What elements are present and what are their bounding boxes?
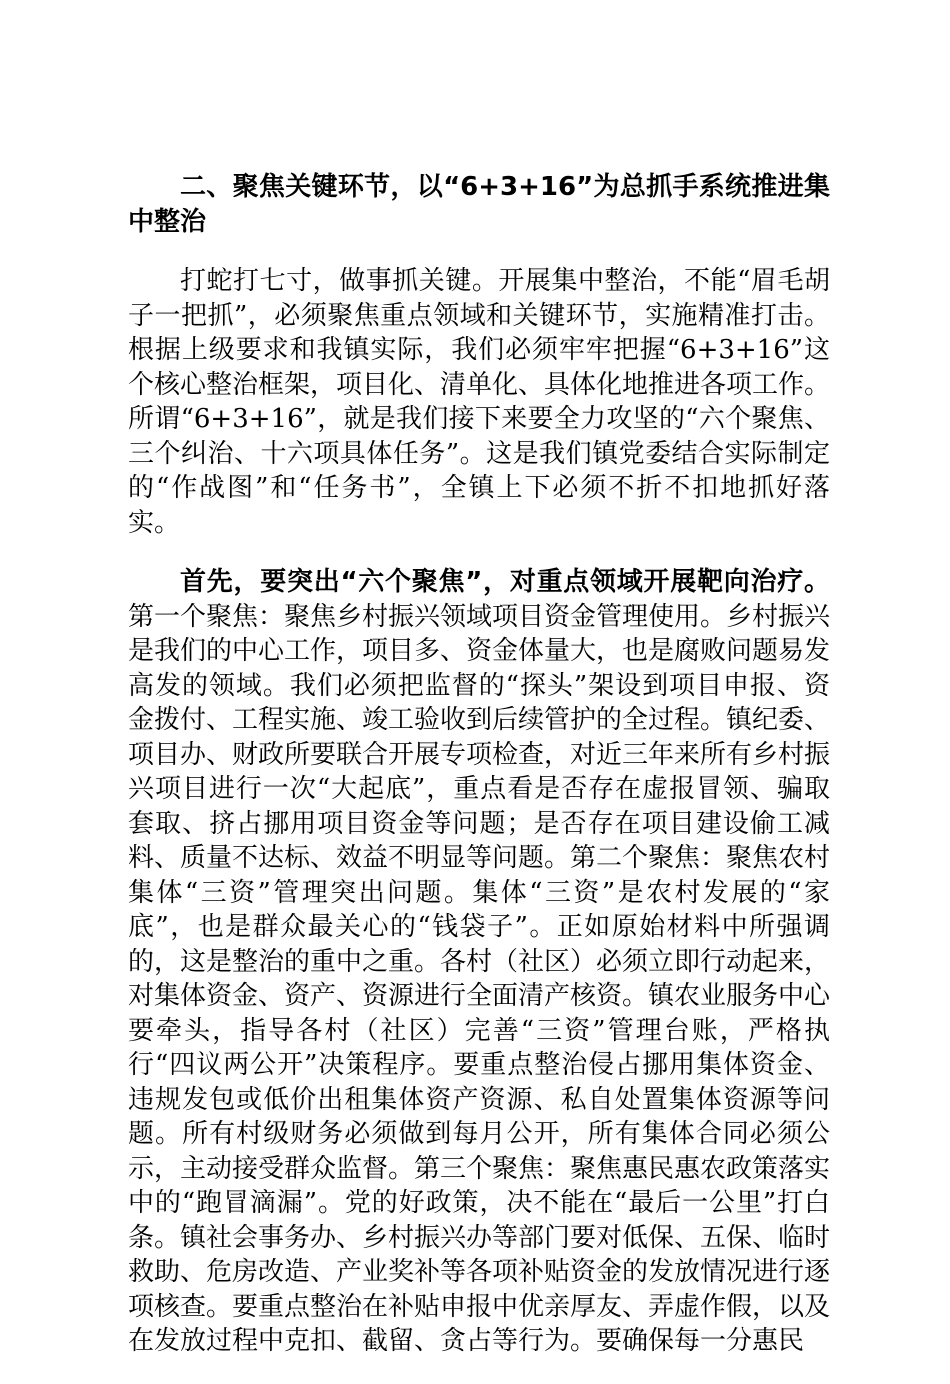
paragraph-body: 第一个聚焦：聚焦乡村振兴领域项目资金管理使用。乡村振兴是我们的中心工作，项目多、资金体量大，也是腐败问题易发高发的领域。我们必须把监督的“探头”架设到项目申报、资金拨付、工程实施、竣工验收到后续管护的全过程。镇纪委、项目办、财政所要联合开展专项检查，对近三年来所有乡村振兴项目进行一次“大起底”，重点看是否存在虚报冒领、骗取套取、挤占挪用项目资金等问题；是否存在项目建设偷工减料、质量不达标、效益不明显等问题。第二个聚焦：聚焦农村集体“三资”管理突出问题。集体“三资”是农村发展的“家底”，也是群众最关心的“钱袋子”。正如原始材料中所强调的，这是整治的重中之重。各村（社区）必须立即行动起来，对集体资金、资产、资源进行全面清产核资。镇农业服务中心要牵头，指导各村（社区）完善“三资”管理台账，严格执行“四议两公开”决策程序。要重点整治侵占挪用集体资金、违规发包或低价出租集体资产资源、私自处置集体资源等问题。所有村级财务必须做到每月公开，所有集体合同必须公示，主动接受群众监督。第三个聚焦：聚焦惠民惠农政策落实中的“跑冒滴漏”。党的好政策，决不能在“最后一公里”打白条。镇社会事务办、乡村振兴办等部门要对低保、五保、临时救助、危房改造、产业奖补等各项补贴资金的发放情况进行逐项核查。要重点整治在补贴申报中优亲厚友、弄虚作假，以及在发放过程中克扣、截留、贪占等行为。要确保每一分惠民 (128, 601, 831, 1356)
document-page (128, 170, 830, 1384)
paragraph-lead: 首先，要突出“六个聚焦”，对重点领域开展靶向治疗。 (180, 567, 830, 597)
section-heading: 二、聚焦关键环节，以“6+3+16”为总抓手系统推进集中整治 (128, 172, 830, 237)
paragraph-six-focuses (128, 565, 830, 1359)
paragraph-intro: 打蛇打七寸，做事抓关键。开展集中整治，不能“眉毛胡子一把抓”，必须聚焦重点领域和关键环节，实施精准打击。根据上级要求和我镇实际，我们必须牢牢把握“6+3+16”这个核心整治框架，项目化、清单化、具体化地推进各项工作。所谓“6+3+16”，就是我们接下来要全力攻坚的“六个聚焦、三个纠治、十六项具体任务”。这是我们镇党委结合实际制定的“作战图”和“任务书”，全镇上下必须不折不扣地抓好落实。 (128, 266, 831, 538)
